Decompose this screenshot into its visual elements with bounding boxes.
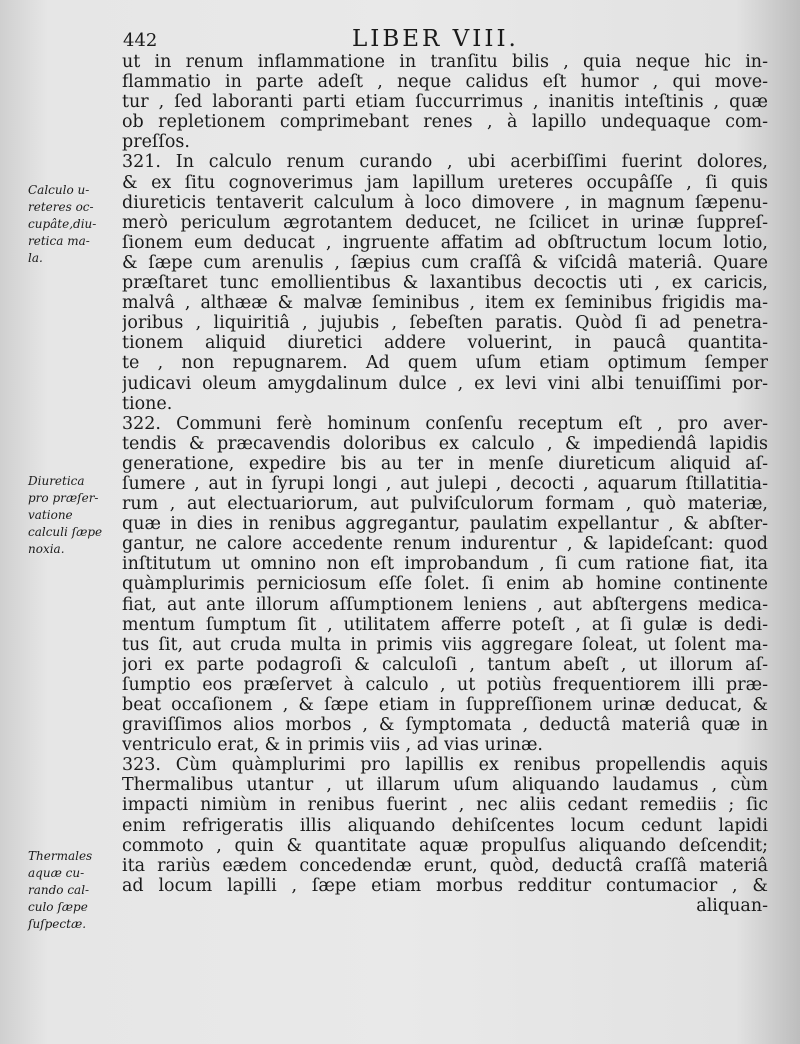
text-line: quàmplurimis perniciosum eſſe ſolet. ſi enim ab homine continente [122,574,768,595]
margin-note-line: vatione [28,508,73,522]
text-line: mentum ſumptum ſit , utilitatem afferre poteſt , at ſi gulæ is dedi- [122,614,768,635]
margin-note-line: Thermales [28,849,93,863]
margin-note-line: ſuſpectæ. [28,917,87,931]
margin-note-line: Diuretica [28,474,85,488]
text-line: fiat, aut ante illorum aſſumptionem leniens , aut abſtergens medica- [122,594,768,615]
text-line: enim refrigeratis illis aliquando dehiſcentes locum cedunt lapidi [122,815,768,836]
text-line: 321. In calculo renum curando , ubi acerbiſſimi fuerint dolores, [122,152,768,173]
margin-note-line: calculi ſæpe [28,525,103,539]
margin-note-line: pro præſer- [28,491,99,505]
text-line: tus ſit, aut cruda multa in primis viis aggregare ſoleat, ut ſolent ma- [122,634,768,655]
text-line: Thermalibus utantur , ut illarum uſum aliquando laudamus , cùm [122,775,768,796]
text-line: tur , ſed laboranti parti etiam ſuccurrimus , inanitis inteſtinis , quæ [122,92,768,113]
margin-note-line: aquæ cu- [28,866,85,880]
text-line: ita rariùs eædem concedendæ erunt, quòd, deductâ craſſâ materiâ [122,855,768,876]
margin-note-line: noxia. [28,542,65,556]
text-line: te , non repugnarem. Ad quem uſum etiam optimum ſemper [122,353,768,374]
margin-note-line: culo ſæpe [28,900,88,914]
text-line: commoto , quin & quantitate aquæ propulſus aliquando deſcendit; [122,835,768,856]
text-line: & ſæpe cum arenulis , ſæpius cum craſſâ & viſcidâ materiâ. Quare [122,252,768,273]
text-line: tendis & præcavendis doloribus ex calculo , & impediendâ lapidis [122,433,768,454]
margin-note-line: reteres oc- [28,200,94,214]
text-line: inſtitutum ut omnino non eſt improbandum , ſi cum ratione fiat, ita [122,554,768,575]
text-line: 322. Communi ferè hominum conſenſu receptum eſt , pro aver- [122,413,768,434]
text-line: generatione, expedire bis au ter in menſe diureticum aliquid aſ- [122,453,768,474]
text-line: ſumptio eos præſervet à calculo , ut potiùs frequentiorem illi præ- [122,674,768,695]
text-line: flammatio in parte adeſt , neque calidus eſt humor , qui move- [122,72,768,93]
catchword: aliquan- [696,895,768,916]
text-line: gantur, ne calore accedente renum indurentur , & lapideſcant: quod [122,534,768,555]
text-line: ad locum lapilli , ſæpe etiam morbus redditur contumacior , & [122,875,768,896]
margin-note-line: retica ma- [28,234,90,248]
text-line: preſſos. [122,132,190,153]
page-number: 442 [123,30,158,51]
text-line: judicavi oleum amygdalinum dulce , ex levi vini albi tenuiſſimi por- [122,373,768,394]
text-line: ſumere , aut in ſyrupi longi , aut julepi , decocti , aquarum ſtillatitia- [122,473,768,494]
text-line: quæ in dies in renibus aggregantur, paulatim expellantur , & abſter- [122,514,768,535]
text-line: diureticis tentaverit calculum à loco dimovere , in magnum ſæpenu- [122,192,768,213]
margin-note-line: Calculo u- [28,183,90,197]
text-line: graviſſimos alios morbos , & ſymptomata , deductâ materiâ quæ in [122,715,768,736]
margin-note-line: la. [28,251,43,265]
text-line: ventriculo erat, & in primis viis , ad vias urinæ. [122,735,543,756]
text-line: rum , aut electuariorum, aut pulviſculorum formam , quò materiæ, [122,494,768,515]
text-line: ſionem eum deducat , ingruente affatim ad obſtructum locum lotio, [122,232,768,253]
text-line: præſtaret tunc emollientibus & laxantibus decoctis uti , ex caricis, [122,273,768,294]
text-line: ob repletionem comprimebant renes , à lapillo undequaque com- [122,112,768,133]
running-head: LIBER VIII. [352,26,519,52]
text-line: joribus , liquiritiâ , jujubis , ſebeſten paratis. Quòd ſi ad penetra- [122,313,768,334]
text-line: 323. Cùm quàmplurimi pro lapillis ex renibus propellendis aquis [122,755,768,776]
text-line: malvâ , althææ & malvæ ſeminibus , item ex ſeminibus frigidis ma- [122,293,768,314]
text-line: merò periculum ægrotantem deducet, ne ſcilicet in urinæ ſuppreſ- [122,212,768,233]
main-text [122,52,768,916]
margin-note-line: cupâte,diu- [28,217,97,231]
text-line: impacti nimiùm in renibus fuerint , nec aliis cedant remediis ; ſic [122,795,768,816]
text-line: tionem aliquid diuretici addere voluerint, in paucâ quantita- [122,333,768,354]
text-line: ut in renum inflammatione in tranſitu bilis , quia neque hic in- [122,52,768,72]
margin-note-line: rando cal- [28,883,90,897]
margin-note-thermales [28,848,120,933]
text-line: & ex ſitu cognoverimus jam lapillum ureteres occupâſſe , ſi quis [122,172,768,193]
text-line: beat occaſionem , & ſæpe etiam in ſuppreſſionem urinæ deducat, & [122,695,768,715]
text-line: tione. [122,393,173,414]
text-line: jori ex parte podagroſi & calculoſi , tantum abeſt , ut illorum aſ- [122,654,768,675]
margin-note-diuretica [28,473,120,558]
margin-note-calculo-ureteres [28,182,120,267]
